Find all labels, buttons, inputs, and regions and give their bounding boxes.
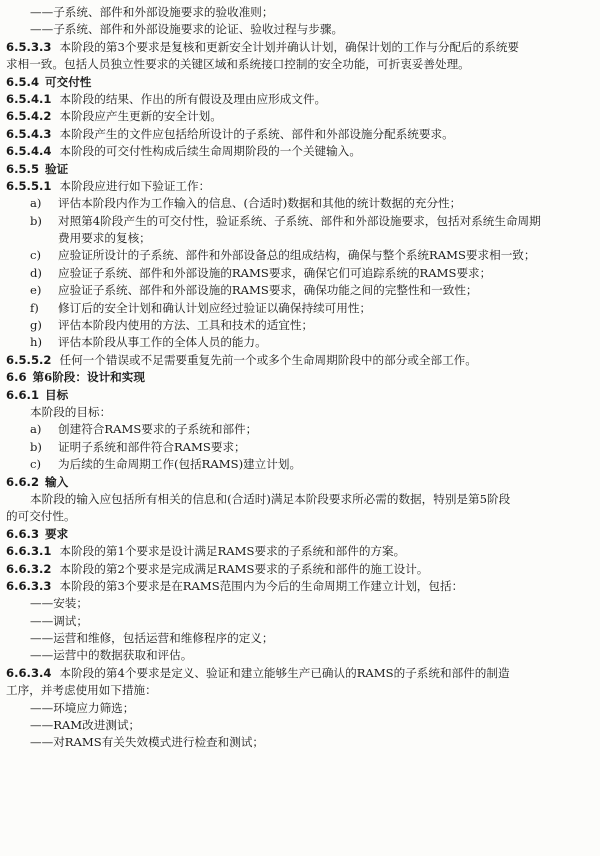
list-item-continuation: 费用要求的复核； (58, 231, 151, 246)
clause-number: 6.5.4.3 (6, 126, 52, 141)
clause-paragraph (6, 126, 592, 143)
clause-text: 本阶段的第4个要求是定义、验证和建立能够生产已确认的RAMS的子系统和部件的制造 (59, 665, 510, 680)
list-text: 应验证所设计的子系统、部件和外部设备总的组成结构，确保与整个系统RAMS要求相一致； (58, 248, 536, 263)
list-label: g) (30, 318, 42, 333)
list-item (6, 421, 592, 438)
section-heading (6, 526, 592, 543)
dash-item: ——对RAMS有关失效模式进行检查和测试； (30, 735, 265, 750)
clause-number: 6.5.3.3 (6, 39, 52, 54)
dash-item: ——运营和维修，包括运营和维修程序的定义； (30, 631, 274, 646)
list-label: d) (30, 265, 42, 280)
heading-title: 可交付性 (45, 74, 92, 89)
list-text: 修订后的安全计划和确认计划应经过验证以确保持续可用性； (58, 300, 372, 315)
clause-number: 6.5.4 (6, 74, 40, 89)
list-label: a) (30, 196, 42, 211)
list-text: 为后续的生命周期工作(包括RAMS)建立计划。 (58, 457, 302, 472)
clause-paragraph (6, 39, 592, 56)
list-text: 评估本阶段内使用的方法、工具和技术的适宜性； (58, 318, 314, 333)
paragraph-continuation: 工序，并考虑使用如下措施： (6, 683, 157, 698)
list-text: 创建符合RAMS要求的子系统和部件； (58, 422, 258, 437)
clause-number: 6.6.3.1 (6, 544, 52, 559)
dash-item: ——RAM改进测试； (30, 718, 141, 733)
clause-paragraph (6, 108, 592, 125)
clause-number: 6.6.1 (6, 387, 40, 402)
clause-number: 6.6.3 (6, 526, 40, 541)
clause-paragraph (6, 543, 592, 560)
list-label: h) (30, 335, 42, 350)
list-label: e) (30, 283, 42, 298)
list-label: c) (30, 248, 42, 263)
list-item (6, 317, 592, 334)
clause-text: 本阶段产生的文件应包括给所设计的子系统、部件和外部设施分配系统要求。 (59, 126, 454, 141)
clause-number: 6.5.5.1 (6, 178, 52, 193)
clause-text: 本阶段的第2个要求是完成满足RAMS要求的子系统和部件的施工设计。 (59, 561, 429, 576)
body-paragraph: 本阶段的输入应包括所有相关的信息和(合适时)满足本阶段要求所必需的数据，特别是第5阶段 (30, 491, 511, 506)
clause-number: 6.6 (6, 370, 27, 385)
clause-number: 6.6.2 (6, 474, 40, 489)
clause-text: 任何一个错误或不足需要重复先前一个或多个生命周期阶段中的部分或全部工作。 (59, 352, 477, 367)
dash-item: ——环境应力筛选； (30, 700, 135, 715)
clause-number: 6.5.5 (6, 161, 40, 176)
list-label: a) (30, 422, 42, 437)
clause-paragraph (6, 352, 592, 369)
heading-title: 目标 (45, 387, 69, 402)
clause-paragraph (6, 561, 592, 578)
clause-number: 6.5.5.2 (6, 352, 52, 367)
list-text: 证明子系统和部件符合RAMS要求； (58, 439, 246, 454)
list-item (6, 213, 592, 230)
list-item (6, 439, 592, 456)
clause-number: 6.6.3.4 (6, 665, 52, 680)
clause-text: 本阶段应进行如下验证工作： (59, 178, 211, 193)
list-item (6, 195, 592, 212)
section-heading (6, 369, 592, 386)
document-page (0, 4, 600, 752)
list-item (6, 334, 592, 351)
list-label: b) (30, 213, 42, 228)
body-paragraph: 本阶段的目标： (30, 404, 112, 419)
heading-title: 要求 (45, 526, 69, 541)
clause-number: 6.5.4.4 (6, 144, 52, 159)
clause-paragraph (6, 178, 592, 195)
list-item (6, 282, 592, 299)
dash-item: ——运营中的数据获取和评估。 (30, 648, 193, 663)
clause-text: 本阶段的可交付性构成后续生命周期阶段的一个关键输入。 (59, 144, 361, 159)
paragraph-continuation: 求相一致。包括人员独立性要求的关键区域和系统接口控制的安全功能，可折衷妥善处理。 (6, 57, 470, 72)
dash-item: ——安装； (30, 596, 88, 611)
clause-text: 本阶段的结果、作出的所有假设及理由应形成文件。 (59, 91, 327, 106)
dash-item: ——调试； (30, 613, 88, 628)
clause-paragraph (6, 578, 592, 595)
list-text: 应验证子系统、部件和外部设施的RAMS要求，确保功能之间的完整性和一致性； (58, 283, 478, 298)
list-text: 对照第4阶段产生的可交付性，验证系统、子系统、部件和外部设施要求，包括对系统生命周期 (58, 213, 541, 228)
section-heading (6, 474, 592, 491)
list-item (6, 300, 592, 317)
clause-paragraph (6, 91, 592, 108)
list-item (6, 456, 592, 473)
list-label: f) (30, 300, 39, 315)
clause-text: 本阶段应产生更新的安全计划。 (59, 109, 222, 124)
clause-paragraph (6, 665, 592, 682)
section-heading (6, 74, 592, 91)
clause-text: 本阶段的第1个要求是设计满足RAMS要求的子系统和部件的方案。 (59, 544, 406, 559)
dash-item: ——子系统、部件和外部设施要求的论证、验收过程与步骤。 (30, 22, 344, 37)
heading-title: 验证 (45, 161, 69, 176)
list-text: 应验证子系统、部件和外部设施的RAMS要求，确保它们可追踪系统的RAMS要求； (58, 265, 492, 280)
clause-number: 6.6.3.2 (6, 561, 52, 576)
dash-item: ——子系统、部件和外部设施要求的验收准则； (30, 5, 274, 19)
list-label: c) (30, 457, 42, 472)
clause-paragraph (6, 143, 592, 160)
clause-text: 本阶段的第3个要求是复核和更新安全计划并确认计划，确保计划的工作与分配后的系统要 (59, 39, 520, 54)
clause-number: 6.6.3.3 (6, 578, 52, 593)
clause-number: 6.5.4.1 (6, 91, 52, 106)
clause-text: 本阶段的第3个要求是在RAMS范围内为今后的生命周期工作建立计划，包括： (59, 578, 464, 593)
paragraph-continuation: 的可交付性。 (6, 509, 76, 524)
section-heading (6, 161, 592, 178)
list-label: b) (30, 439, 42, 454)
list-text: 评估本阶段从事工作的全体人员的能力。 (58, 335, 267, 350)
clause-number: 6.5.4.2 (6, 109, 52, 124)
list-text: 评估本阶段内作为工作输入的信息、(合适时)数据和其他的统计数据的充分性； (58, 196, 462, 211)
heading-title: 输入 (45, 474, 69, 489)
list-item (6, 265, 592, 282)
heading-title: 第6阶段：设计和实现 (32, 370, 145, 385)
list-item (6, 247, 592, 264)
section-heading (6, 387, 592, 404)
